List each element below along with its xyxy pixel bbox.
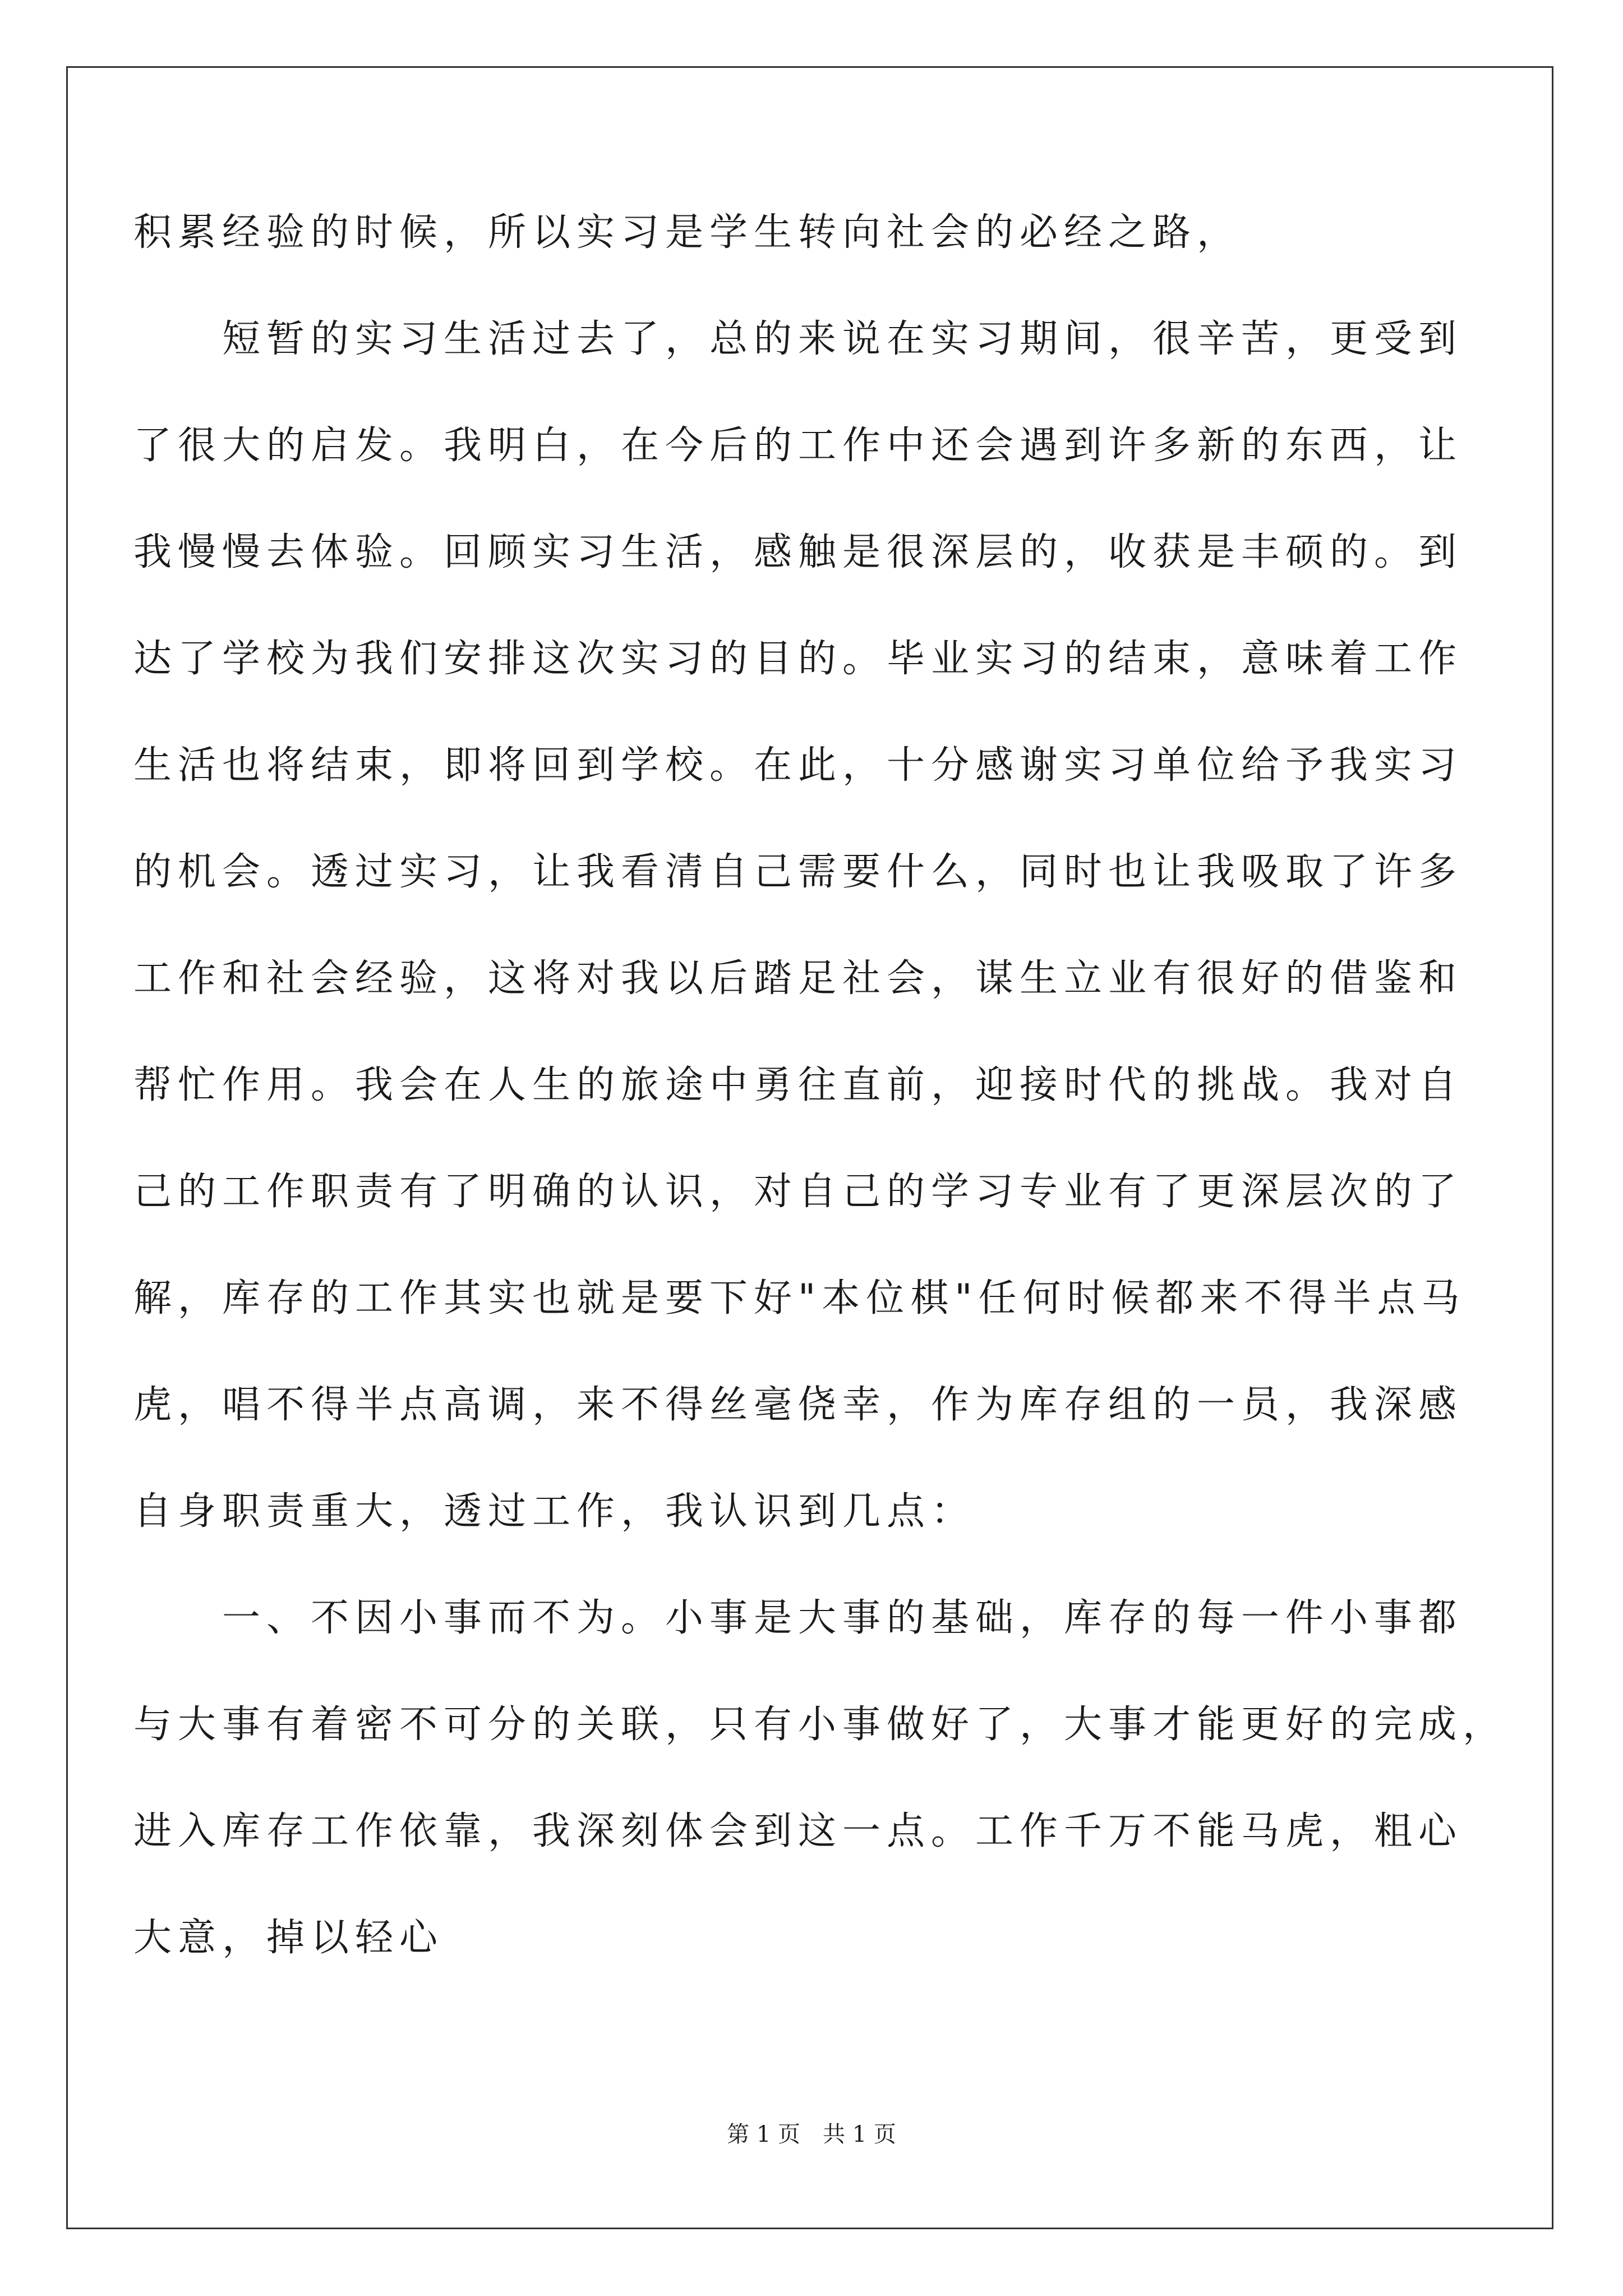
text-line: 己的工作职责有了明确的认识，对自己的学习专业有了更深层次的了 [133, 1170, 1463, 1214]
text-line: 大意，掉以轻心 [133, 1916, 444, 1960]
text-line: 达了学校为我们安排这次实习的目的。毕业实习的结束，意味着工作 [133, 637, 1463, 681]
text-line: 积累经验的时候，所以实习是学生转向社会的必经之路， [133, 210, 1242, 255]
text-line: 与大事有着密不可分的关联，只有小事做好了，大事才能更好的完成， [133, 1703, 1507, 1747]
page-border [66, 66, 1553, 2229]
page-number-footer: 第 1 页 共 1 页 [727, 2122, 896, 2147]
text-line: 工作和社会经验，这将对我以后踏足社会，谋生立业有很好的借鉴和 [133, 956, 1463, 1001]
text-line: 自身职责重大，透过工作，我认识到几点： [133, 1489, 976, 1534]
text-line: 生活也将结束，即将回到学校。在此，十分感谢实习单位给予我实习 [133, 743, 1463, 788]
text-line: 短暂的实习生活过去了，总的来说在实习期间，很辛苦，更受到 [133, 317, 1463, 361]
text-line: 了很大的启发。我明白，在今后的工作中还会遇到许多新的东西，让 [133, 424, 1463, 468]
text-line: 虎，唱不得半点高调，来不得丝毫侥幸，作为库存组的一员，我深感 [133, 1383, 1463, 1427]
text-line: 帮忙作用。我会在人生的旅途中勇往直前，迎接时代的挑战。我对自 [133, 1063, 1463, 1107]
text-line: 的机会。透过实习，让我看清自己需要什么，同时也让我吸取了许多 [133, 850, 1463, 894]
text-line: 一、不因小事而不为。小事是大事的基础，库存的每一件小事都 [133, 1596, 1463, 1640]
text-line: 解，库存的工作其实也就是要下好"本位棋"任何时候都来不得半点马 [133, 1276, 1466, 1320]
text-line: 我慢慢去体验。回顾实习生活，感触是很深层的，收获是丰硕的。到 [133, 530, 1463, 574]
text-line: 进入库存工作依靠，我深刻体会到这一点。工作千万不能马虎，粗心 [133, 1809, 1463, 1853]
